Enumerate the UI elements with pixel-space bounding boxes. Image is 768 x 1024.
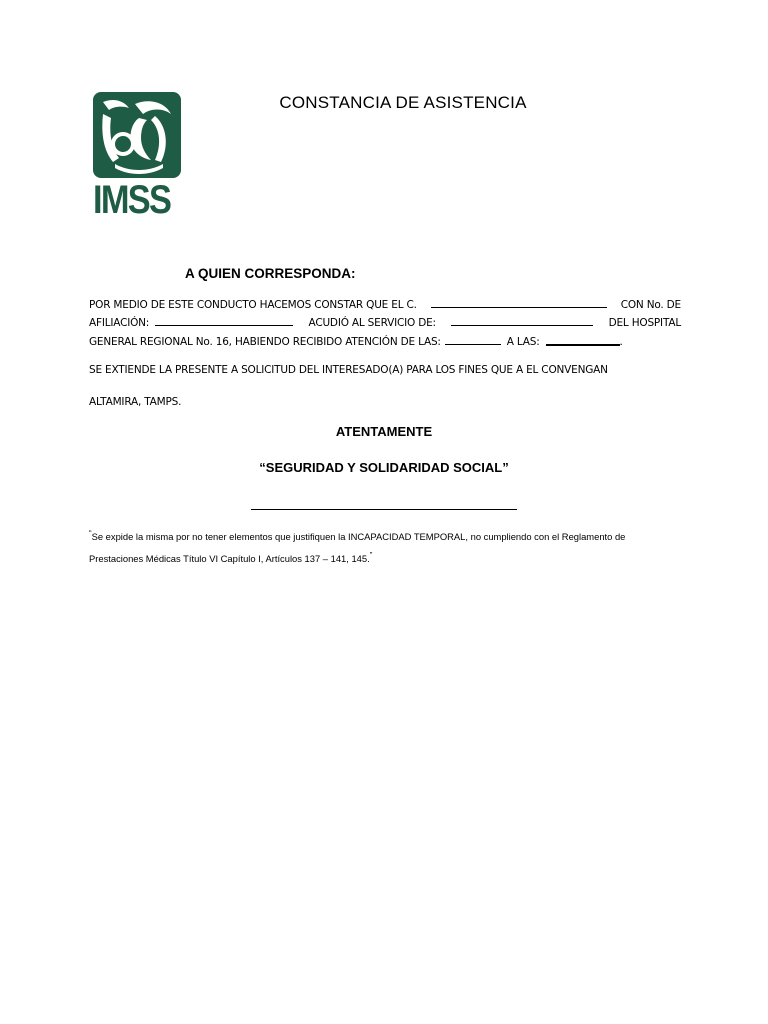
paragraph-text: GENERAL REGIONAL No. 16, HABIENDO RECIBIDO ATENCIÓN DE LAS: bbox=[89, 335, 441, 348]
paragraph-text: DEL HOSPITAL bbox=[608, 317, 681, 330]
end-time-field[interactable] bbox=[546, 333, 620, 346]
certificate-paragraph bbox=[89, 296, 681, 351]
paragraph-line-2 bbox=[89, 314, 681, 332]
request-statement: SE EXTIENDE LA PRESENTE A SOLICITUD DEL INTERESADO(A) PARA LOS FINES QUE A EL CONVENGAN bbox=[89, 364, 608, 376]
footnote bbox=[89, 524, 669, 568]
paragraph-text: A LAS: bbox=[506, 335, 540, 348]
page-title: CONSTANCIA DE ASISTENCIA bbox=[279, 93, 527, 112]
open-quote: “ bbox=[89, 529, 92, 538]
close-quote: ” bbox=[369, 551, 373, 561]
paragraph-text: AFILIACIÓN: bbox=[89, 317, 150, 330]
greeting: A QUIEN CORRESPONDA: bbox=[185, 266, 356, 281]
paragraph-line-1 bbox=[89, 296, 681, 314]
footnote-text: Se expide la misma por no tener elementos que justifiquen la INCAPACIDAD TEMPORAL, no cumpliendo con el Reglamento de Prestaciones Médicas Título VI Capítulo I, Artículos 137 – 141, 145. bbox=[89, 531, 626, 565]
place: ALTAMIRA, TAMPS. bbox=[89, 396, 182, 408]
paragraph-line-3 bbox=[89, 333, 681, 351]
paragraph-text: POR MEDIO DE ESTE CONDUCTO HACEMOS CONSTAR QUE EL C. bbox=[89, 299, 417, 311]
imss-logo-text: IMSS bbox=[93, 178, 171, 222]
paragraph-text: CON No. DE bbox=[620, 299, 681, 311]
paragraph-text: ACUDIÓ AL SERVICIO DE: bbox=[308, 317, 436, 330]
patient-name-field[interactable] bbox=[431, 296, 607, 308]
paragraph-text: . bbox=[619, 335, 623, 348]
start-time-field[interactable] bbox=[445, 333, 501, 345]
motto: “SEGURIDAD Y SOLIDARIDAD SOCIAL” bbox=[259, 460, 509, 475]
closing: ATENTAMENTE bbox=[335, 424, 433, 439]
service-field[interactable] bbox=[451, 314, 593, 326]
signature-line[interactable] bbox=[251, 509, 517, 510]
affiliation-number-field[interactable] bbox=[155, 314, 293, 326]
